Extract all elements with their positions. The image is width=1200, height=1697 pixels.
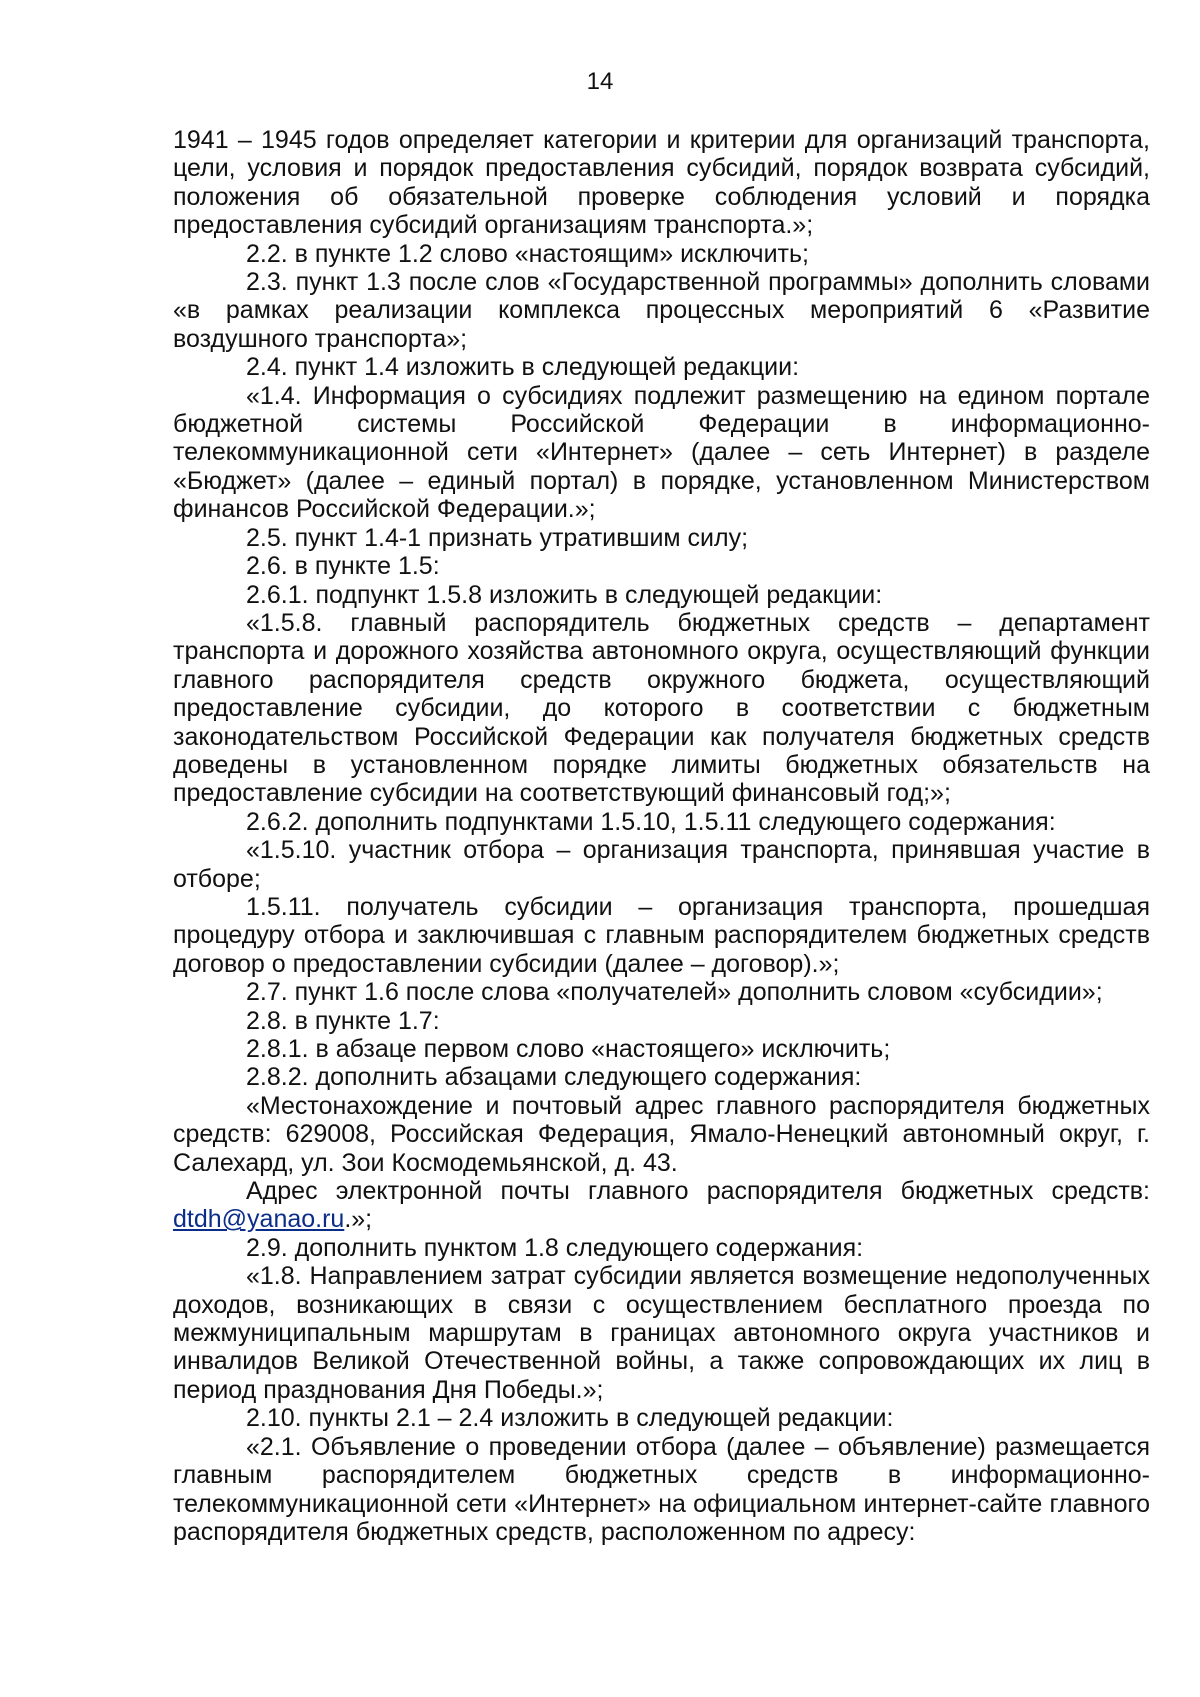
paragraph-2-5: 2.5. пункт 1.4-1 признать утратившим силу; — [246, 523, 749, 552]
paragraph-2-4: 2.4. пункт 1.4 изложить в следующей редакции: — [246, 353, 800, 382]
paragraph-email — [173, 1177, 1150, 1234]
paragraph-2-2: 2.2. в пункте 1.2 слово «настоящим» исключить; — [246, 239, 809, 268]
paragraph-continuation: 1941 – 1945 годов определяет категории и критерии для организаций транспорта, цели, условия и порядок предоставления субсидий, порядок возврата субсидий, положения об обязательной проверке соблюдения условий и порядка предоставления субсидий организациям транспорта.»; — [173, 126, 1150, 240]
paragraph-2-7: 2.7. пункт 1.6 после слова «получателей» дополнить словом «субсидии»; — [246, 978, 1103, 1007]
paragraph-address: «Местонахождение и почтовый адрес главного распорядителя бюджетных средств: 629008, Российская Федерация, Ямало-Ненецкий автономный округ, г. Салехард, ул. Зои Космодемьянской, д. 43. — [173, 1091, 1150, 1177]
paragraph-1-5-10-text: «1.5.10. участник отбора – организация транспорта, принявшая участие в отборе; — [173, 836, 1150, 893]
paragraph-2-3: 2.3. пункт 1.3 после слов «Государственной программы» дополнить словами «в рамках реализации комплекса процессных мероприятий 6 «Развитие воздушного транспорта»; — [173, 268, 1150, 353]
paragraph-2-8: 2.8. в пункте 1.7: — [246, 1006, 440, 1035]
paragraph-1-5-8-text: «1.5.8. главный распорядитель бюджетных средств – департамент транспорта и дорожного хозяйства автономного округа, осуществляющий функции главного распорядителя средств окружного бюджета, осуществляющий предоставление субсидии, до которого в соответствии с бюджетным законодательством Российской Федерации как получателя бюджетных средств доведены в установленном порядке лимиты бюджетных обязательств на предоставление субсидии на соответствующий финансовый год;»; — [173, 608, 1150, 808]
email-suffix: .»; — [344, 1205, 373, 1234]
paragraph-2-8-2: 2.8.2. дополнить абзацами следующего содержания: — [246, 1063, 862, 1092]
paragraph-2-1-text: «2.1. Объявление о проведении отбора (далее – объявление) размещается главным распорядителем бюджетных средств в информационно-телекоммуникационной сети «Интернет» на официальном интернет-сайте главного распорядителя бюджетных средств, расположенном по адресу: — [173, 1432, 1150, 1546]
document-body — [173, 126, 1150, 1546]
paragraph-2-6-1: 2.6.1. подпункт 1.5.8 изложить в следующей редакции: — [246, 580, 883, 609]
email-prefix: Адрес электронной почты главного распорядителя бюджетных средств: — [246, 1177, 1150, 1206]
paragraph-2-6: 2.6. в пункте 1.5: — [246, 552, 440, 581]
paragraph-1-4-text: «1.4. Информация о субсидиях подлежит размещению на едином портале бюджетной системы Российской Федерации в информационно-телекоммуникационной сети «Интернет» (далее – сеть Интернет) в разделе «Бюджет» (далее – единый портал) в порядке, установленном Министерством финансов Российской Федерации.»; — [173, 381, 1150, 524]
paragraph-1-8-text: «1.8. Направлением затрат субсидии является возмещение недополученных доходов, возникающих в связи с осуществлением бесплатного проезда по межмуниципальным маршрутам в границах автономного округа участников и инвалидов Великой Отечественной войны, а также сопровождающих их лиц в период празднования Дня Победы.»; — [173, 1262, 1150, 1404]
paragraph-2-8-1: 2.8.1. в абзаце первом слово «настоящего» исключить; — [246, 1035, 891, 1063]
email-link[interactable]: dtdh@yanao.ru — [173, 1205, 345, 1234]
paragraph-2-9: 2.9. дополнить пунктом 1.8 следующего содержания: — [246, 1233, 864, 1262]
paragraph-2-10: 2.10. пункты 2.1 – 2.4 изложить в следующей редакции: — [246, 1404, 894, 1433]
page-number: 14 — [586, 68, 614, 95]
paragraph-1-5-11-text: 1.5.11. получатель субсидии – организация транспорта, прошедшая процедуру отбора и заключившая с главным распорядителем бюджетных средств договор о предоставлении субсидии (далее – договор).»; — [173, 892, 1150, 978]
paragraph-2-6-2: 2.6.2. дополнить подпунктами 1.5.10, 1.5.11 следующего содержания: — [246, 807, 1056, 836]
